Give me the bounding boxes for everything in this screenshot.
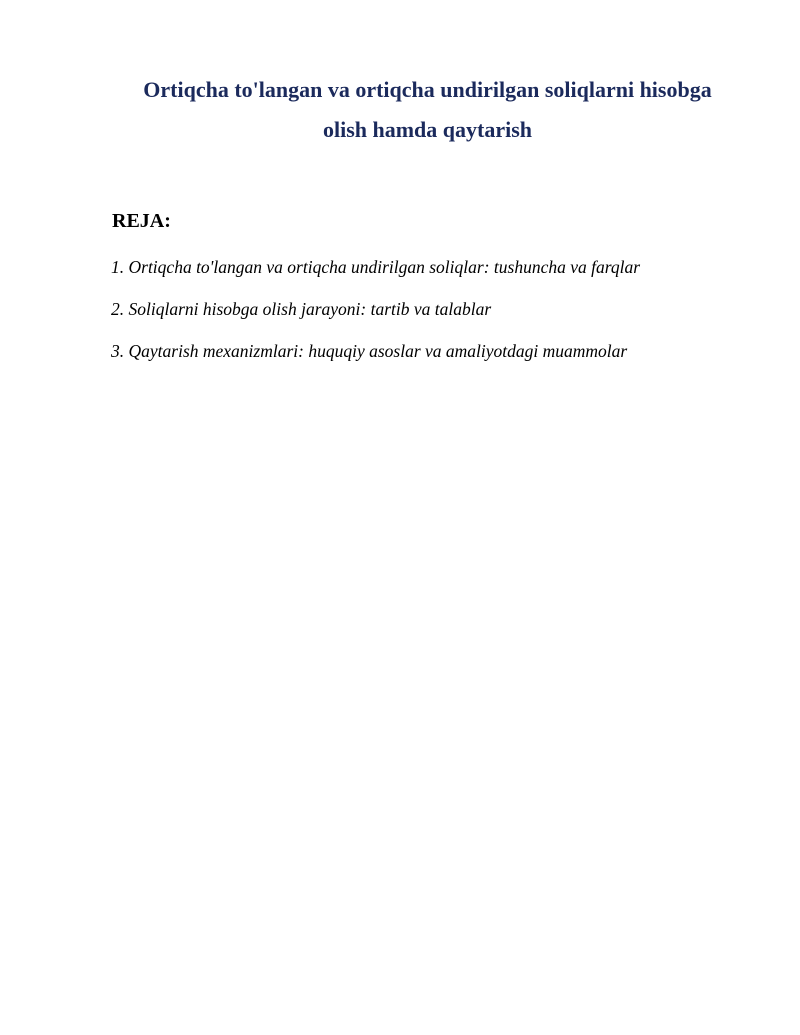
title-line-2: olish hamda qaytarish [322, 117, 533, 142]
plan-item-1: 1. Ortiqcha to'langan va ortiqcha undirilgan soliqlar: tushuncha va farqlar [111, 257, 641, 277]
plan-item-2: 2. Soliqlarni hisobga olish jarayoni: tartib va talablar [111, 299, 492, 319]
document-title [110, 70, 745, 150]
plan-heading: REJA: [112, 210, 171, 232]
plan-list [111, 254, 761, 380]
title-line-1: Ortiqcha to'langan va ortiqcha undirilgan soliqlarni hisobga [143, 77, 712, 102]
plan-item-3: 3. Qaytarish mexanizmlari: huquqiy asoslar va amaliyotdagi muammolar [111, 341, 628, 361]
